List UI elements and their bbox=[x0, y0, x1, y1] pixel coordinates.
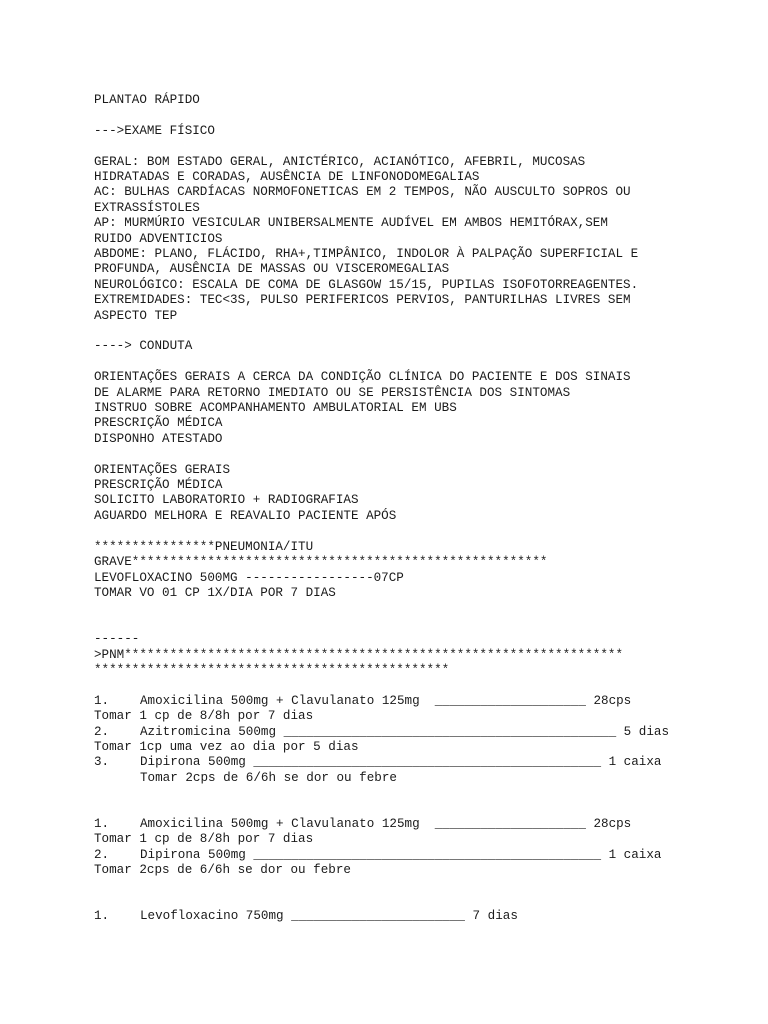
exame-line: EXTRASSÍSTOLES bbox=[94, 200, 200, 215]
conduta-block-1 bbox=[94, 370, 734, 447]
prescription-item bbox=[94, 817, 734, 832]
item-text: Azitromicina 500mg ____________________________________________ 5 dias bbox=[140, 724, 670, 739]
prescription-item bbox=[94, 694, 734, 709]
item-instruction: Tomar 2cps de 6/6h se dor ou febre bbox=[94, 863, 351, 878]
exame-line: AC: BULHAS CARDÍACAS NORMOFONETICAS EM 2 TEMPOS, NÃO AUSCULTO SOPROS OU bbox=[94, 185, 631, 200]
spacer bbox=[94, 524, 734, 539]
pneumonia-line: LEVOFLOXACINO 500MG -----------------07CP bbox=[94, 570, 404, 585]
exame-line: EXTREMIDADES: TEC<3S, PULSO PERIFERICOS PERVIOS, PANTURILHAS LIVRES SEM bbox=[94, 293, 631, 308]
pneumonia-line: ****************PNEUMONIA/ITU bbox=[94, 539, 314, 554]
conduta-heading: ----> CONDUTA bbox=[94, 339, 193, 354]
conduta-line: INSTRUO SOBRE ACOMPANHAMENTO AMBULATORIAL EM UBS bbox=[94, 401, 457, 416]
pneumonia-line: TOMAR VO 01 CP 1X/DIA POR 7 DIAS bbox=[94, 585, 336, 600]
conduta-line: DISPONHO ATESTADO bbox=[94, 431, 223, 446]
spacer bbox=[94, 601, 734, 632]
prescription-list-1 bbox=[94, 694, 734, 786]
prescription-list-3 bbox=[94, 909, 734, 924]
prescription-item bbox=[94, 909, 734, 924]
document-title: PLANTAO RÁPIDO bbox=[94, 93, 200, 107]
spacer bbox=[94, 447, 734, 462]
conduta-line: ORIENTAÇÕES GERAIS A CERCA DA CONDIÇÃO CLÍNICA DO PACIENTE E DOS SINAIS bbox=[94, 370, 631, 385]
prescription-list-2 bbox=[94, 817, 734, 879]
conduta-line: DE ALARME PARA RETORNO IMEDIATO OU SE PERSISTÊNCIA DOS SINTOMAS bbox=[94, 385, 571, 400]
exame-line: NEUROLÓGICO: ESCALA DE COMA DE GLASGOW 15/15, PUPILAS ISOFOTORREAGENTES. bbox=[94, 277, 639, 292]
document-body bbox=[94, 93, 734, 925]
item-number: 2. bbox=[94, 847, 110, 862]
pnm-line: >PNM****************************************************************** bbox=[94, 647, 624, 662]
pnm-line: *********************************************** bbox=[94, 662, 450, 677]
prescription-item bbox=[94, 848, 734, 863]
item-text: Amoxicilina 500mg + Clavulanato 125mg ____________________ 28cps bbox=[140, 816, 632, 831]
conduta-line: AGUARDO MELHORA E REAVALIO PACIENTE APÓS bbox=[94, 508, 397, 523]
exame-heading: --->EXAME FÍSICO bbox=[94, 123, 215, 138]
item-instruction: Tomar 1 cp de 8/8h por 7 dias bbox=[94, 832, 314, 847]
spacer bbox=[94, 879, 734, 910]
exame-line: ABDOME: PLANO, FLÁCIDO, RHA+,TIMPÂNICO, INDOLOR À PALPAÇÃO SUPERFICIAL E bbox=[94, 247, 639, 262]
conduta-line: SOLICITO LABORATORIO + RADIOGRAFIAS bbox=[94, 493, 359, 508]
exame-line: HIDRATADAS E CORADAS, AUSÊNCIA DE LINFONODOMEGALIAS bbox=[94, 170, 480, 184]
item-instruction: Tomar 1cp uma vez ao dia por 5 dias bbox=[94, 739, 359, 754]
item-instruction: Tomar 1 cp de 8/8h por 7 dias bbox=[94, 709, 314, 724]
prescription-item bbox=[94, 755, 734, 770]
exame-section bbox=[94, 155, 734, 324]
spacer bbox=[94, 786, 734, 817]
conduta-line: ORIENTAÇÕES GERAIS bbox=[94, 462, 231, 477]
item-text: Dipirona 500mg ______________________________________________ 1 caixa bbox=[140, 755, 662, 770]
spacer bbox=[94, 324, 734, 339]
item-number: 1. bbox=[94, 909, 110, 924]
item-instruction: Tomar 2cps de 6/6h se dor ou febre bbox=[140, 770, 397, 785]
exame-line: ASPECTO TEP bbox=[94, 308, 178, 323]
item-text: Amoxicilina 500mg + Clavulanato 125mg ____________________ 28cps bbox=[140, 693, 632, 708]
spacer bbox=[94, 108, 734, 123]
pneumonia-line: GRAVE******************************************************* bbox=[94, 555, 548, 570]
spacer bbox=[94, 678, 734, 693]
spacer bbox=[94, 139, 734, 154]
conduta-line: PRESCRIÇÃO MÉDICA bbox=[94, 416, 223, 431]
item-text: Levofloxacino 750mg _______________________ 7 dias bbox=[140, 909, 518, 924]
conduta-line: PRESCRIÇÃO MÉDICA bbox=[94, 478, 223, 493]
item-number: 1. bbox=[94, 816, 110, 831]
pneumonia-block bbox=[94, 540, 734, 602]
pnm-block bbox=[94, 632, 734, 678]
exame-line: AP: MURMÚRIO VESICULAR UNIBERSALMENTE AUDÍVEL EM AMBOS HEMITÓRAX,SEM bbox=[94, 216, 608, 231]
exame-line: RUIDO ADVENTICIOS bbox=[94, 231, 223, 246]
item-text: Dipirona 500mg ______________________________________________ 1 caixa bbox=[140, 847, 662, 862]
item-number: 1. bbox=[94, 693, 110, 708]
spacer bbox=[94, 355, 734, 370]
conduta-block-2 bbox=[94, 463, 734, 525]
exame-line: GERAL: BOM ESTADO GERAL, ANICTÉRICO, ACIANÓTICO, AFEBRIL, MUCOSAS bbox=[94, 154, 586, 169]
pnm-line: ------ bbox=[94, 632, 140, 647]
prescription-item bbox=[94, 725, 734, 740]
item-number: 3. bbox=[94, 755, 110, 770]
item-number: 2. bbox=[94, 724, 110, 739]
exame-line: PROFUNDA, AUSÊNCIA DE MASSAS OU VISCEROMEGALIAS bbox=[94, 262, 450, 277]
